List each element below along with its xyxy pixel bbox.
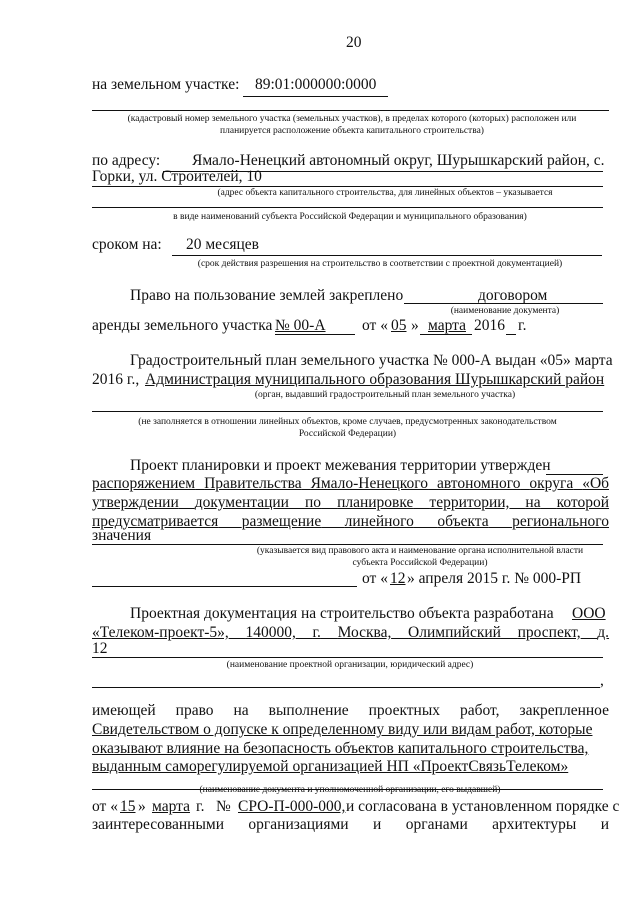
project-caption: (наименование проектной организации, юридический адрес) [226,660,474,670]
address-line-1: Ямало-Ненецкий автономный округ, Шурышкарский район, с. [192,152,605,169]
land-caption-2: планируется расположение объекта капитального строительства) [220,126,484,136]
license-date-mid: » [138,798,146,815]
license-cert-no: СРО-П-000-000, [238,798,346,815]
license-date-g: г. [196,798,205,815]
gpzu-caption-2-1: (не заполняется в отношении линейных объектов, кроме случаев, предусмотренных законодательством [138,417,557,427]
lease-day: 05 [391,317,407,334]
address-line-2: Горки, ул. Строителей, 10 [92,168,262,185]
project-line-3: 12 [92,640,108,657]
planning-line-1: Проект планировки и проект межевания территории утвержден [130,457,551,474]
planning-caption-1: (указывается вид правового акта и наименование органа исполнительной власти [256,546,584,556]
page-number: 20 [346,34,362,51]
gpzu-line-1: Градостроительный план земельного участка № 000-А выдан «05» марта [130,352,613,369]
license-caption: (наименование документа и уполномоченной организации, его выдавшей) [199,785,501,795]
license-date-month: марта [152,798,190,815]
planning-line-4: предусматривается размещение линейного объекта регионального [92,513,609,530]
address-label: по адресу: [92,152,161,169]
term-value: 20 месяцев [186,236,259,253]
land-right-text: Право на пользование землей закреплено [130,287,404,304]
lease-month: марта [428,317,466,334]
project-trail: , [600,672,604,689]
land-label: на земельном участке: [92,76,240,93]
license-date-no: № [216,798,231,815]
land-right-doc: договором [478,287,548,304]
lease-year: 2016 [474,317,505,334]
lease-prefix: аренды земельного участка [92,317,273,334]
lease-quote: » [411,317,419,334]
license-line-2: Свидетельством о допуске к определенному виду или видам работ, которые [92,721,593,738]
planning-line-2: распоряжением Правительства Ямало-Ненецкого автономного округа «Об [92,475,610,492]
planning-date-prefix: от « [362,570,388,587]
project-line-1: Проектная документация на строительство объекта разработана [130,605,554,622]
gpzu-caption-2-2: Российской Федерации) [298,429,397,439]
lease-year-suffix: г. [518,317,527,334]
license-line-1: имеющей право на выполнение проектных работ, закрепленное [92,702,609,719]
gpzu-line-2-prefix: 2016 г., [92,371,140,388]
planning-line-5: значения [92,527,152,544]
land-caption-1: (кадастровый номер земельного участка (земельных участков), в пределах которого (которых) расположен или [127,114,577,124]
land-right-doc-caption: (наименование документа) [450,306,560,316]
address-caption-2: в виде наименований субъекта Российской Федерации и муниципального образования) [173,212,527,222]
project-line-2: «Телеком-проект-5», 140000, г. Москва, Олимпийский проспект, д. [92,624,610,641]
gpzu-caption: (орган, выдавший градостроительный план земельного участка) [254,390,516,400]
license-date-rest: и согласована в установленном порядке с [346,798,620,815]
planning-date-day: 12 [390,570,406,587]
license-date-from: от « [92,798,118,815]
license-line-4: выданным саморегулируемой организацией НП «ПроектСвязьТелеком» [92,758,569,775]
license-date-day: 15 [120,798,136,815]
planning-line-3: утверждении документации по планировке территории, на которой [92,494,610,511]
planning-date-rest: » апреля 2015 г. № 000-РП [407,570,582,587]
lease-from: от « [362,317,388,334]
license-last-line: заинтересованными организациями и органами архитектуры и [92,816,610,833]
gpzu-issuer: Администрация муниципального образования Шурышкарский район [145,371,605,388]
lease-number: № 00-А [275,317,326,334]
cadastral-number: 89:01:000000:0000 [255,76,377,93]
term-caption: (срок действия разрешения на строительство в соответствии с проектной документацией) [197,259,563,269]
term-label: сроком на: [92,236,162,253]
address-caption-1: (адрес объекта капитального строительства, для линейных объектов – указывается [217,188,553,198]
license-line-3: оказывают влияние на безопасность объектов капитального строительства, [92,740,589,757]
project-org-start: ООО [572,605,606,622]
planning-caption-2: субъекта Российской Федерации) [352,558,488,568]
